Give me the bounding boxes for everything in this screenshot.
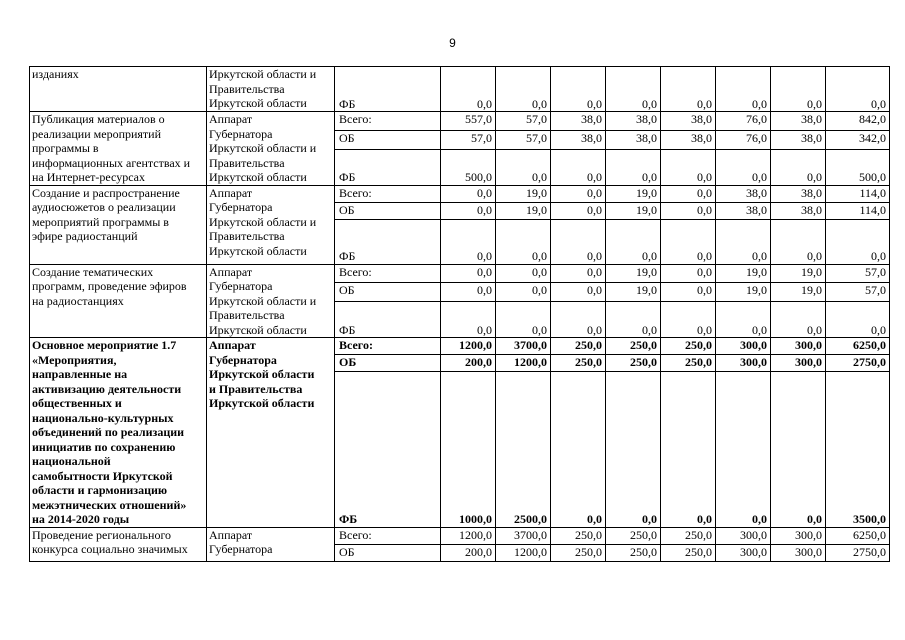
funding-year-value: 200,0 <box>441 544 496 561</box>
funding-year-value: 0,0 <box>551 149 606 185</box>
table-row <box>30 67 890 112</box>
funding-year-value: 0,0 <box>606 149 661 185</box>
measure-executor-line: Губернатора <box>209 200 273 214</box>
measure-description-line: национальной <box>32 454 111 468</box>
funding-source: ОБ <box>335 130 441 149</box>
funding-total-value: 6250,0 <box>826 527 890 544</box>
measure-executor <box>207 185 335 264</box>
funding-total-value: 114,0 <box>826 202 890 219</box>
measure-description-line: общественных и <box>32 396 122 410</box>
measure-description-line: программы в <box>32 141 99 155</box>
measure-executor <box>207 527 335 561</box>
funding-year-value: 38,0 <box>551 130 606 149</box>
measure-description-line: активизацию деятельности <box>32 381 182 396</box>
funding-year-value: 250,0 <box>661 527 716 544</box>
measure-description-line: области и гармонизацию <box>32 483 168 497</box>
funding-year-value: 38,0 <box>661 112 716 131</box>
funding-year-value: 300,0 <box>771 527 826 544</box>
measure-executor-line: Правительства <box>209 308 285 322</box>
funding-year-value: 250,0 <box>606 355 661 372</box>
funding-year-value: 1200,0 <box>496 355 551 372</box>
funding-year-value: 0,0 <box>661 372 716 527</box>
funding-year-value: 0,0 <box>661 283 716 302</box>
funding-total-value: 342,0 <box>826 130 890 149</box>
funding-year-value: 19,0 <box>771 264 826 283</box>
funding-year-value: 250,0 <box>606 544 661 561</box>
funding-total-value: 6250,0 <box>826 338 890 355</box>
measure-description-line: конкурса социально значимых <box>32 542 188 556</box>
funding-year-value: 0,0 <box>496 149 551 185</box>
funding-year-value: 0,0 <box>661 219 716 264</box>
measure-executor <box>207 338 335 528</box>
measure-description-line: на Интернет-ресурсах <box>32 170 145 184</box>
funding-year-value: 0,0 <box>716 149 771 185</box>
funding-year-value: 0,0 <box>551 283 606 302</box>
table-row <box>30 338 890 355</box>
funding-year-value: 76,0 <box>716 130 771 149</box>
measure-executor <box>207 67 335 112</box>
funding-year-value: 0,0 <box>551 67 606 112</box>
measure-executor-line: и Правительства <box>209 381 303 396</box>
funding-year-value: 38,0 <box>661 130 716 149</box>
funding-year-value: 0,0 <box>716 67 771 112</box>
measure-description-line: аудиосюжетов о реализации <box>32 200 176 214</box>
funding-year-value: 250,0 <box>551 527 606 544</box>
measure-description-line: эфире радиостанций <box>32 229 138 243</box>
funding-total-value: 2750,0 <box>826 544 890 561</box>
measure-executor-line: Иркутской области <box>209 396 315 410</box>
funding-year-value: 1200,0 <box>441 527 496 544</box>
funding-year-value: 19,0 <box>716 283 771 302</box>
funding-year-value: 19,0 <box>771 283 826 302</box>
measure-executor-line: Иркутской области <box>209 322 307 337</box>
measure-description-line: Основное мероприятие 1.7 <box>32 338 177 352</box>
funding-year-value: 19,0 <box>496 202 551 219</box>
funding-year-value: 19,0 <box>606 264 661 283</box>
funding-year-value: 1200,0 <box>441 338 496 355</box>
funding-year-value: 0,0 <box>496 67 551 112</box>
measure-executor-line: Аппарат <box>209 185 253 200</box>
funding-year-value: 0,0 <box>551 219 606 264</box>
funding-year-value: 300,0 <box>716 544 771 561</box>
funding-year-value: 300,0 <box>771 544 826 561</box>
funding-source: Всего: <box>335 185 441 202</box>
measure-description-line: объединений по реализации <box>32 425 185 439</box>
measure-executor <box>207 264 335 338</box>
measure-description-line: Проведение регионального <box>32 527 172 542</box>
funding-year-value: 19,0 <box>606 202 661 219</box>
funding-year-value: 0,0 <box>551 202 606 219</box>
funding-year-value: 300,0 <box>771 338 826 355</box>
measure-executor <box>207 112 335 186</box>
funding-source: Всего: <box>335 112 441 131</box>
funding-year-value: 76,0 <box>716 112 771 131</box>
funding-year-value: 0,0 <box>606 67 661 112</box>
funding-year-value: 0,0 <box>496 264 551 283</box>
funding-year-value: 250,0 <box>661 544 716 561</box>
funding-year-value: 250,0 <box>551 338 606 355</box>
measure-description-line: на радиостанциях <box>32 293 124 308</box>
funding-year-value: 0,0 <box>496 302 551 338</box>
funding-total-value: 842,0 <box>826 112 890 131</box>
funding-source: ОБ <box>335 202 441 219</box>
funding-year-value: 0,0 <box>441 185 496 202</box>
measure-description <box>30 527 207 561</box>
funding-source: ФБ <box>335 149 441 185</box>
measure-executor-line: Губернатора <box>209 279 273 293</box>
funding-year-value: 0,0 <box>551 302 606 338</box>
funding-year-value: 0,0 <box>551 372 606 527</box>
funding-year-value: 0,0 <box>441 302 496 338</box>
funding-year-value: 250,0 <box>661 338 716 355</box>
funding-year-value: 3700,0 <box>496 338 551 355</box>
funding-total-value: 57,0 <box>826 264 890 283</box>
funding-year-value: 57,0 <box>496 130 551 149</box>
funding-year-value: 0,0 <box>441 67 496 112</box>
measure-executor-line: Правительства <box>209 229 285 243</box>
funding-year-value: 38,0 <box>606 130 661 149</box>
measure-description-line: Публикация материалов о <box>32 112 165 126</box>
funding-table <box>29 66 890 562</box>
funding-year-value: 38,0 <box>771 130 826 149</box>
page-number: 9 <box>449 36 456 50</box>
funding-source: Всего: <box>335 264 441 283</box>
funding-year-value: 0,0 <box>771 149 826 185</box>
funding-year-value: 0,0 <box>441 219 496 264</box>
funding-year-value: 0,0 <box>661 264 716 283</box>
measure-description-line: на 2014-2020 годы <box>32 512 130 526</box>
funding-year-value: 250,0 <box>606 338 661 355</box>
funding-year-value: 0,0 <box>496 219 551 264</box>
funding-year-value: 500,0 <box>441 149 496 185</box>
funding-source: Всего: <box>335 527 441 544</box>
funding-year-value: 38,0 <box>716 202 771 219</box>
funding-year-value: 38,0 <box>771 202 826 219</box>
funding-year-value: 3700,0 <box>496 527 551 544</box>
funding-year-value: 250,0 <box>606 527 661 544</box>
funding-year-value: 557,0 <box>441 112 496 131</box>
funding-year-value: 0,0 <box>716 219 771 264</box>
measure-description-line: Создание и распространение <box>32 185 180 200</box>
measure-executor-line: Правительства <box>209 155 285 170</box>
measure-executor-line: Иркутской области и <box>209 67 317 81</box>
funding-year-value: 250,0 <box>551 355 606 372</box>
measure-description-line: Создание тематических <box>32 264 154 279</box>
funding-source: ФБ <box>335 372 441 527</box>
table-row <box>30 112 890 131</box>
measure-executor-line: Иркутской области <box>209 367 315 381</box>
measure-description-line: изданиях <box>32 67 79 81</box>
measure-executor-line: Аппарат <box>209 527 253 542</box>
measure-executor-line: Иркутской области <box>209 170 307 184</box>
measure-executor-line: Губернатора <box>209 352 277 367</box>
funding-year-value: 1200,0 <box>496 544 551 561</box>
funding-year-value: 0,0 <box>716 302 771 338</box>
measure-executor-line: Аппарат <box>209 264 253 279</box>
funding-source: ОБ <box>335 283 441 302</box>
funding-source: ОБ <box>335 355 441 372</box>
table-row <box>30 527 890 544</box>
measure-description-line: национально-культурных <box>32 410 174 425</box>
funding-year-value: 19,0 <box>606 185 661 202</box>
funding-year-value: 38,0 <box>771 185 826 202</box>
measure-executor-line: Иркутской области <box>209 96 307 110</box>
funding-source: ФБ <box>335 219 441 264</box>
funding-year-value: 300,0 <box>716 338 771 355</box>
measure-description-line: реализации мероприятий <box>32 126 162 141</box>
funding-year-value: 0,0 <box>661 202 716 219</box>
funding-year-value: 300,0 <box>771 355 826 372</box>
measure-description <box>30 264 207 338</box>
measure-description <box>30 338 207 528</box>
funding-year-value: 0,0 <box>771 219 826 264</box>
funding-year-value: 2500,0 <box>496 372 551 527</box>
funding-year-value: 0,0 <box>441 283 496 302</box>
measure-description <box>30 185 207 264</box>
funding-year-value: 38,0 <box>551 112 606 131</box>
measure-executor-line: Иркутской области и <box>209 293 317 308</box>
funding-year-value: 38,0 <box>771 112 826 131</box>
funding-year-value: 0,0 <box>661 67 716 112</box>
funding-source: ОБ <box>335 544 441 561</box>
funding-year-value: 200,0 <box>441 355 496 372</box>
funding-year-value: 0,0 <box>606 219 661 264</box>
funding-source: Всего: <box>335 338 441 355</box>
measure-description <box>30 112 207 186</box>
funding-year-value: 57,0 <box>496 112 551 131</box>
funding-year-value: 250,0 <box>661 355 716 372</box>
funding-year-value: 38,0 <box>716 185 771 202</box>
measure-executor-line: Правительства <box>209 81 285 96</box>
funding-year-value: 0,0 <box>441 202 496 219</box>
funding-year-value: 0,0 <box>661 302 716 338</box>
measure-executor-line: Иркутской области и <box>209 214 317 229</box>
measure-description-line: самобытности Иркутской <box>32 468 173 483</box>
funding-year-value: 300,0 <box>716 527 771 544</box>
funding-year-value: 0,0 <box>606 302 661 338</box>
measure-executor-line: Губернатора <box>209 126 273 141</box>
measure-executor-line: Аппарат <box>209 338 256 352</box>
funding-total-value: 500,0 <box>826 149 890 185</box>
funding-total-value: 0,0 <box>826 67 890 112</box>
funding-year-value: 250,0 <box>551 544 606 561</box>
funding-year-value: 0,0 <box>771 302 826 338</box>
measure-executor-line: Аппарат <box>209 112 253 126</box>
funding-year-value: 0,0 <box>551 185 606 202</box>
funding-year-value: 0,0 <box>551 264 606 283</box>
measure-description-line: направленные на <box>32 367 128 381</box>
funding-year-value: 57,0 <box>441 130 496 149</box>
funding-year-value: 0,0 <box>496 283 551 302</box>
measure-description-line: мероприятий программы в <box>32 214 169 229</box>
funding-year-value: 0,0 <box>771 372 826 527</box>
funding-year-value: 0,0 <box>661 149 716 185</box>
funding-source: ФБ <box>335 302 441 338</box>
funding-year-value: 0,0 <box>771 67 826 112</box>
funding-total-value: 114,0 <box>826 185 890 202</box>
funding-year-value: 0,0 <box>716 372 771 527</box>
measure-description-line: инициатив по сохранению <box>32 439 176 454</box>
measure-executor-line: Губернатора <box>209 542 273 556</box>
funding-year-value: 1000,0 <box>441 372 496 527</box>
measure-description-line: программ, проведение эфиров <box>32 279 187 293</box>
funding-year-value: 19,0 <box>716 264 771 283</box>
table-row <box>30 185 890 202</box>
funding-year-value: 300,0 <box>716 355 771 372</box>
funding-total-value: 0,0 <box>826 219 890 264</box>
funding-total-value: 2750,0 <box>826 355 890 372</box>
measure-executor-line: Иркутской области <box>209 243 307 258</box>
funding-year-value: 38,0 <box>606 112 661 131</box>
funding-source: ФБ <box>335 67 441 112</box>
funding-year-value: 0,0 <box>441 264 496 283</box>
funding-year-value: 0,0 <box>606 372 661 527</box>
funding-total-value: 0,0 <box>826 302 890 338</box>
measure-description-line: информационных агентствах и <box>32 155 191 170</box>
funding-year-value: 0,0 <box>661 185 716 202</box>
measure-description <box>30 67 207 112</box>
funding-table-body <box>30 67 890 562</box>
measure-description-line: межэтнических отношений» <box>32 497 187 512</box>
funding-total-value: 57,0 <box>826 283 890 302</box>
funding-year-value: 19,0 <box>606 283 661 302</box>
measure-executor-line: Иркутской области и <box>209 141 317 155</box>
measure-description-line: «Мероприятия, <box>32 352 117 367</box>
funding-total-value: 3500,0 <box>826 372 890 527</box>
funding-year-value: 19,0 <box>496 185 551 202</box>
table-row <box>30 264 890 283</box>
